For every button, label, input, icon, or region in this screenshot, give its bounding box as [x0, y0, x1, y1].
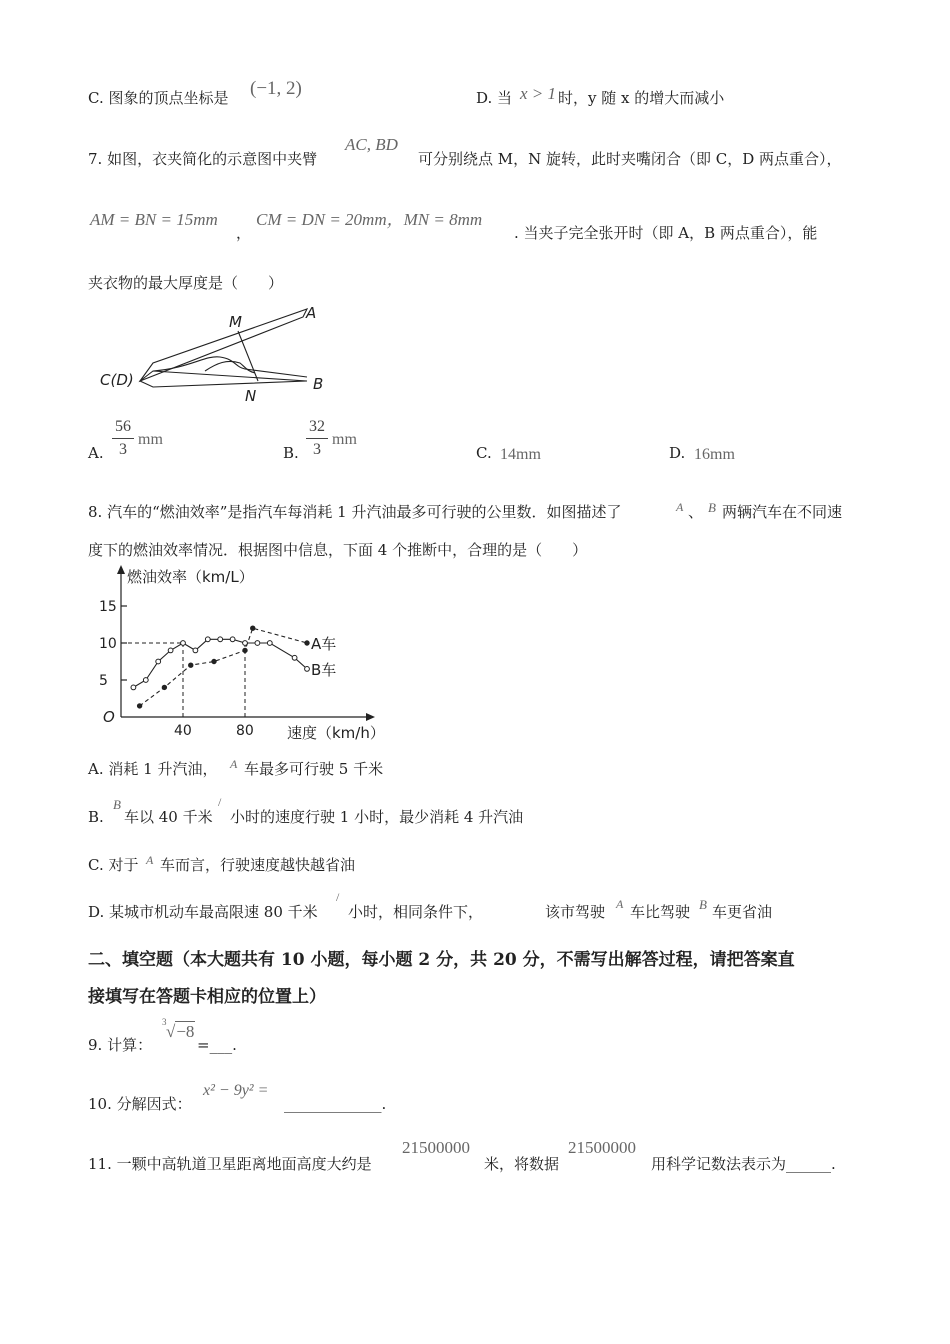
- q8-line1-a: 8. 汽车的“燃油效率”是指汽车每消耗 1 升汽油最多可行驶的公里数．如图描述了: [88, 503, 622, 521]
- q7-line1-a: 7. 如图，衣夹简化的示意图中夹臂: [88, 150, 318, 168]
- series-0-point-5: [251, 626, 255, 630]
- q7-option-b-den: 3: [313, 441, 321, 458]
- upper-arm: [140, 309, 307, 381]
- fuel-efficiency-chart: [95, 565, 395, 745]
- q8-line1-b: 两辆汽车在不同速: [722, 503, 843, 521]
- q7-option-a-frac: [112, 418, 134, 459]
- q7-option-a-label: A.: [88, 444, 104, 462]
- q9-label: 9. 计算：: [88, 1036, 153, 1054]
- q10-blank: _____________.: [284, 1095, 387, 1113]
- q7-line2-b: . 当夹子完全张开时（即 A，B 两点重合），能: [514, 224, 818, 242]
- clothespin-figure: [95, 305, 335, 405]
- series-line-0: [140, 628, 307, 706]
- y-tick-label-5: 5: [99, 673, 108, 689]
- q8-option-c-b: 车而言，行驶速度越快越省油: [160, 856, 356, 874]
- series-1-point-13: [305, 667, 310, 672]
- q6-option-d-label: D. 当: [476, 89, 513, 107]
- series-1-point-12: [292, 655, 297, 660]
- series-0-point-2: [189, 663, 193, 667]
- q7-option-b-num: 32: [309, 418, 325, 435]
- series-1-point-7: [218, 637, 223, 642]
- q7-option-d-label: D.: [669, 444, 686, 462]
- q8-option-d-c: 该市驾驶: [545, 903, 606, 921]
- q6-option-c-math: (−1, 2): [250, 78, 302, 99]
- q7-line2-comma: ，: [236, 224, 252, 242]
- series-0-point-4: [243, 648, 247, 652]
- q8-option-d-b: 小时，相同条件下，: [348, 903, 484, 921]
- q7-option-c-label: C.: [476, 444, 492, 462]
- q7-line1-math: AC, BD: [345, 135, 398, 154]
- q6-option-d-math: x > 1: [520, 84, 557, 103]
- q6-option-c: [88, 89, 228, 107]
- q10-math: x² − 9y² =: [203, 1082, 269, 1099]
- q8-option-b-c: 小时的速度行驶 1 小时，最少消耗 4 升汽油: [230, 808, 524, 826]
- q8-sep: 、: [688, 503, 704, 521]
- spring-curve: [153, 357, 307, 377]
- q7-option-a-unit: mm: [138, 431, 163, 448]
- q8-line2: 度下的燃油效率情况．根据图中信息，下面 4 个推断中，合理的是（ ）: [88, 541, 588, 559]
- legend-label-1: B车: [311, 660, 337, 679]
- q9-tail: =___.: [197, 1036, 237, 1054]
- series-0-point-0: [137, 704, 141, 708]
- q6-option-c-label: C. 图象的顶点坐标是: [88, 89, 229, 107]
- frac-line: [306, 438, 328, 439]
- series-1-point-1: [143, 678, 148, 683]
- label-n: N: [245, 387, 257, 405]
- origin-label: O: [103, 708, 115, 726]
- y-tick-label-15: 15: [99, 599, 117, 615]
- q8-option-b-sym: B: [113, 797, 121, 812]
- q8-option-d-sym-b: B: [699, 897, 707, 912]
- q6-option-d-rest: 时，y 随 x 的增大而减小: [558, 89, 725, 107]
- q7-line2-math2: CM = DN = 20mm，MN = 8mm: [256, 210, 483, 229]
- q7-line1-b: 可分别绕点 M，N 旋转，此时夹嘴闭合（即 C，D 两点重合），: [418, 150, 842, 168]
- series-0-point-3: [212, 659, 216, 663]
- section2-title-line2: 接填写在答题卡相应的位置上）: [88, 987, 326, 1007]
- y-axis-arrow: [117, 565, 125, 574]
- q7-option-a-den: 3: [119, 441, 127, 458]
- q8-option-b-slash: /: [218, 795, 222, 809]
- series-1-point-3: [168, 648, 173, 653]
- series-1-point-8: [230, 637, 235, 642]
- q8-option-c-sym: A: [146, 853, 154, 867]
- series-0-point-6: [305, 641, 309, 645]
- q8-option-d-e: 车更省油: [712, 903, 773, 921]
- x-tick-label-80: 80: [236, 723, 254, 739]
- label-cd: C(D): [100, 371, 134, 389]
- q11-c: 用科学记数法表示为______.: [651, 1155, 836, 1173]
- q8-option-d-a: D. 某城市机动车最高限速 80 千米: [88, 903, 318, 921]
- q7-option-b-frac: [306, 418, 328, 459]
- q7-option-a-num: 56: [115, 418, 131, 435]
- x-axis-arrow: [366, 713, 375, 721]
- q7-line3: 夹衣物的最大厚度是（ ）: [88, 274, 284, 292]
- section2-title-line1: 二、填空题（本大题共有 10 小题，每小题 2 分，共 20 分，不需写出解答过程，请把答案直: [88, 950, 795, 970]
- spring-curve-2: [205, 361, 255, 373]
- label-a: A: [306, 305, 317, 322]
- series-1-point-6: [205, 637, 210, 642]
- q8-option-d-d: 车比驾驶: [630, 903, 691, 921]
- label-m: M: [229, 313, 242, 331]
- y-tick-label-10: 10: [99, 636, 117, 652]
- q9-radical: √−8: [166, 1022, 195, 1041]
- legend-label-0: A车: [311, 635, 337, 653]
- q7-option-b-unit: mm: [332, 431, 357, 448]
- q9-root-index: 3: [162, 1017, 167, 1027]
- q7-option-b-label: B.: [283, 444, 299, 462]
- q8-option-d-slash: /: [336, 890, 340, 904]
- series-1-point-0: [131, 685, 136, 690]
- q7-option-c-value: 14mm: [500, 446, 541, 463]
- frac-line: [112, 438, 134, 439]
- q7-option-d-value: 16mm: [694, 446, 735, 463]
- q8-option-d-sym-a: A: [616, 897, 624, 911]
- y-axis-label: 燃油效率（km/L）: [127, 568, 254, 586]
- q11-a: 11. 一颗中高轨道卫星距离地面高度大约是: [88, 1155, 372, 1173]
- q8-option-a-sym: A: [230, 757, 238, 771]
- q8-option-b-b: 车以 40 千米: [124, 808, 213, 826]
- q8-option-b-a: B.: [88, 808, 104, 826]
- series-1-point-4: [181, 641, 186, 646]
- q8-sym-a: A: [676, 500, 684, 514]
- q8-option-c-a: C. 对于: [88, 856, 139, 874]
- q10-label: 10. 分解因式：: [88, 1095, 192, 1113]
- q11-num2: 21500000: [568, 1138, 636, 1157]
- q8-option-a-a: A. 消耗 1 升汽油，: [88, 760, 218, 778]
- series-1-point-11: [267, 641, 272, 646]
- x-tick-label-40: 40: [174, 723, 192, 739]
- q9-radicand: −8: [176, 1022, 195, 1041]
- q8-sym-b: B: [708, 500, 716, 515]
- q7-line2-math1: AM = BN = 15mm: [90, 210, 218, 229]
- series-1-point-5: [193, 648, 198, 653]
- q8-option-a-b: 车最多可行驶 5 千米: [244, 760, 384, 778]
- label-b: B: [313, 375, 324, 393]
- q11-num1: 21500000: [402, 1138, 470, 1157]
- series-1-point-2: [156, 659, 161, 664]
- q11-b: 米，将数据: [484, 1155, 560, 1173]
- x-axis-label: 速度（km/h）: [287, 724, 385, 742]
- series-1-point-9: [243, 641, 248, 646]
- series-0-point-1: [162, 685, 166, 689]
- series-1-point-10: [255, 641, 260, 646]
